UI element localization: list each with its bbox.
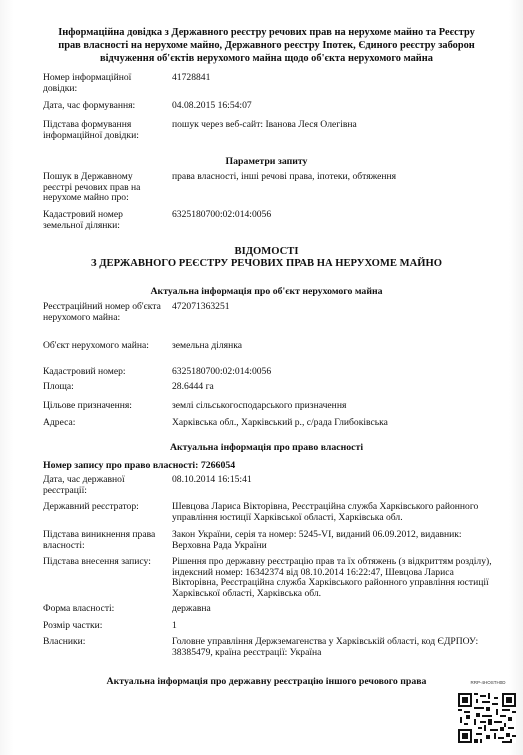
ownership-label: Державний реєстратор:: [43, 501, 139, 512]
object-label: Реєстраційний номер об'єкта нерухомого майна:: [43, 301, 161, 323]
ownership-row-form: [43, 604, 498, 616]
ownership-section-title: Актуальна інформація про право власності: [169, 442, 364, 453]
query-row-search: [43, 172, 498, 206]
query-label: Кадастровий номер земельної ділянки:: [43, 209, 123, 231]
header-line-2: прав власності на нерухоме майно, Державного реєстру Іпотек, Єдиного реєстру заборон: [58, 40, 475, 51]
object-value: земельна ділянка: [172, 340, 242, 351]
object-label: Кадастровий номер:: [43, 366, 126, 377]
info-value: 41728841: [172, 72, 211, 83]
header-line-1: Інформаційна довідка з Державного реєстру речових прав на нерухоме майно та Реєстру: [58, 27, 475, 38]
query-row-cadastral: [43, 210, 498, 232]
info-label: Підстава формування інформаційної довідки:: [43, 119, 139, 141]
info-value: 04.08.2015 16:54:07: [172, 100, 252, 111]
object-value: 28.6444 га: [172, 381, 214, 392]
ownership-row-owners: [43, 637, 498, 661]
object-label: Цільове призначення:: [43, 400, 132, 411]
ownership-label: Форма власності:: [43, 603, 115, 614]
info-label: Номер інформаційної довідки:: [43, 72, 132, 94]
object-row-address: [43, 418, 498, 430]
ownership-value: Головне управління Держземагенства у Харківській області, код ЄДРПОУ: 38385479, країна реєстрації: Україна: [172, 636, 479, 658]
object-value: 6325180700:02:014:0056: [172, 366, 272, 377]
ownership-value: Шевцова Лариса Вікторівна, Реєстраційна служба Харківського районного управління юстиції Харківської області, Харківська обл.: [172, 501, 479, 523]
object-value: землі сільськогосподарського призначення: [172, 400, 347, 411]
object-row-area: [43, 382, 498, 394]
qr-caption: RRP-4HOSTH0D: [470, 680, 506, 685]
ownership-label: Підстава внесення запису:: [43, 556, 151, 567]
object-row-cadastral: [43, 367, 498, 379]
ownership-row-share: [43, 621, 498, 633]
info-value: пошук через веб-сайт: Іванова Леся Олегівна: [172, 119, 357, 130]
info-row-date: [43, 101, 498, 113]
query-value: права власності, інші речові права, іпотеки, обтяження: [172, 171, 397, 182]
query-section-title: Параметри запиту: [225, 156, 308, 167]
ownership-value: Закон України, серія та номер: 5245-VI, виданий 06.09.2012, видавник: Верховна Рада України: [172, 529, 462, 551]
object-value: 472071363251: [172, 301, 230, 312]
ownership-record-number: Номер запису про право власності: 7266054: [43, 460, 236, 471]
query-label: Пошук в Державному реєстрі речових прав на нерухоме майно про:: [43, 171, 141, 204]
object-row-regnum: [43, 302, 498, 334]
ownership-row-basis: [43, 530, 498, 554]
ownership-row-date: [43, 475, 498, 497]
document-header: [34, 26, 499, 65]
object-label: Об'єкт нерухомого майна:: [43, 340, 149, 351]
ownership-label: Розмір частки:: [43, 620, 103, 631]
info-row-basis: [43, 120, 498, 142]
object-value: Харківська обл., Харківський р., с/рада Глибоківська: [172, 417, 388, 428]
ownership-label: Дата, час державної реєстрації:: [43, 474, 125, 496]
object-label: Адреса:: [43, 417, 76, 428]
ownership-row-entry-basis: [43, 557, 498, 603]
ownership-value: 1: [172, 620, 177, 631]
object-label: Площа:: [43, 381, 74, 392]
header-line-3: відчуження об'єктів нерухомого майна щодо об'єкта нерухомого майна: [100, 53, 433, 64]
query-value: 6325180700:02:014:0056: [172, 209, 272, 220]
vidomosti-title: ВІДОМОСТІ: [234, 246, 299, 257]
ownership-label: Підстава виникнення права власності:: [43, 529, 156, 551]
ownership-value: 08.10.2014 16:15:41: [172, 474, 252, 485]
vidomosti-subtitle: З ДЕРЖАВНОГО РЕЄСТРУ РЕЧОВИХ ПРАВ НА НЕРУХОМЕ МАЙНО: [91, 258, 442, 269]
ownership-row-registrar: [43, 502, 498, 526]
info-row-number: [43, 73, 498, 95]
ownership-value: державна: [172, 603, 211, 614]
qr-code-icon: [458, 693, 516, 743]
ownership-value: Рішення про державну реєстрацію прав та їх обтяжень (з відкриттям розділу), індексний номер: 16342374 від 08.10.2014 16:22:47, Шевцова Лариса Вікторівна, Реєстраційна служба Харківського районного управління юстиції Харківської області, Харківська обл.: [172, 556, 492, 599]
other-rights-section-title: Актуальна інформація про державну реєстрацію іншого речового права: [106, 676, 427, 687]
object-section-title: Актуальна інформація про об'єкт нерухомого майна: [150, 286, 383, 297]
object-row-purpose: [43, 401, 498, 413]
ownership-label: Власники:: [43, 636, 86, 647]
object-row-type: [43, 341, 498, 363]
info-label: Дата, час формування:: [43, 100, 136, 111]
